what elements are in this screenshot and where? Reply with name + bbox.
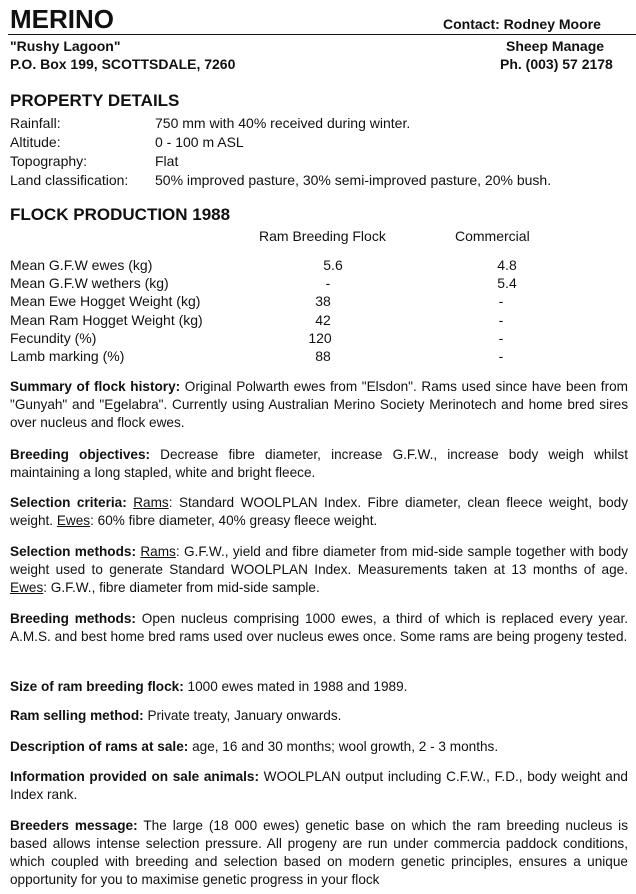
flock-commercial-value: - [498, 293, 504, 309]
rams-description-text: age, 16 and 30 months; wool growth, 2 - 3 months. [188, 739, 499, 754]
contact-role: Sheep Manage [506, 38, 605, 54]
breeding-objectives-label: Breeding objectives: [10, 447, 151, 462]
flock-ram-value: 38 [315, 293, 331, 309]
methods-rams-text: : G.F.W., yield and fibre diameter from mid-side sample together with body weight used to generate Standard WOOLPLAN Index. Measurements taken at 13 months of age. [10, 544, 628, 577]
contact-phone: Ph. (003) 57 2178 [500, 56, 613, 72]
property-name: "Rushy Lagoon" [10, 38, 121, 54]
sale-info-text: WOOLPLAN output including C.F.W., F.D., body weight and Index rank. [10, 769, 628, 802]
criteria-ewes-text: : 60% fibre diameter, 40% greasy fleece weight. [90, 513, 378, 528]
flock-commercial-value: 5.4 [497, 275, 517, 291]
selection-criteria-label: Selection criteria: [10, 495, 127, 510]
flock-size-label: Size of ram breeding flock: [10, 679, 184, 694]
sale-info-paragraph [10, 768, 628, 804]
header-rule [8, 34, 636, 35]
sale-info-label: Information provided on sale animals: [10, 769, 260, 784]
breeding-methods-label: Breeding methods: [10, 611, 136, 626]
selection-methods-label: Selection methods: [10, 544, 136, 559]
postal-address: P.O. Box 199, SCOTTSDALE, 7260 [10, 56, 236, 72]
breeding-methods-paragraph [10, 610, 628, 646]
flock-ram-value: 5.6 [323, 257, 343, 273]
contact-name: Contact: Rodney Moore [443, 16, 601, 32]
flock-size-text: 1000 ewes mated in 1988 and 1989. [183, 679, 408, 694]
breeders-message-paragraph [10, 817, 628, 889]
breeding-objectives-paragraph [10, 446, 628, 482]
breeders-message-label: Breeders message: [10, 818, 138, 833]
criteria-rams-text: : Standard WOOLPLAN Index. Fibre diameter, clean fleece weight, body weight. [10, 495, 628, 528]
methods-rams-label: Rams [140, 544, 176, 559]
flock-row-label: Lamb marking (%) [10, 348, 125, 364]
flock-commercial-value: - [498, 312, 504, 328]
altitude-label: Altitude: [10, 134, 61, 150]
col-head-ram-flock: Ram Breeding Flock [259, 228, 386, 244]
flock-production-title: FLOCK PRODUCTION 1988 [10, 205, 231, 224]
flock-ram-value: - [325, 275, 331, 291]
flock-row-label: Mean Ram Hogget Weight (kg) [10, 312, 203, 328]
altitude-value: 0 - 100 m ASL [155, 134, 244, 150]
flock-commercial-value: - [498, 330, 504, 346]
property-details-title: PROPERTY DETAILS [10, 91, 180, 110]
rainfall-label: Rainfall: [10, 115, 61, 131]
flock-size-paragraph [10, 678, 628, 696]
criteria-rams-label: Rams [133, 495, 169, 510]
breeders-message-text: The large (18 000 ewes) genetic base on which the ram breeding nucleus is based allows intense selection pressure. All progeny are run under commercia paddock conditions, which coupled with breeding and selection based on modern genetic principles, ensures a unique opportunity for you to maximise genetic progress in your flock [10, 818, 629, 887]
flock-ram-value: 42 [315, 312, 331, 328]
flock-row-label: Mean G.F.W ewes (kg) [10, 257, 153, 273]
flock-ram-value: 88 [315, 348, 331, 364]
topography-label: Topography: [10, 153, 88, 169]
selling-method-paragraph [10, 707, 628, 725]
flock-history-paragraph [10, 378, 628, 432]
rainfall-value: 750 mm with 40% received during winter. [155, 115, 411, 131]
land-class-label: Land classification: [10, 172, 129, 188]
breeding-methods-text: Open nucleus comprising 1000 ewes, a third of which is replaced every year. A.M.S. and best home bred rams used over nucleus ewes once. Some rams are being progeny tested. [10, 611, 628, 644]
flock-ram-value: 120 [308, 330, 332, 346]
selection-criteria-paragraph [10, 494, 628, 530]
selling-method-text: Private treaty, January onwards. [143, 708, 342, 723]
flock-row-label: Mean G.F.W wethers (kg) [10, 275, 169, 291]
breeding-objectives-text: Decrease fibre diameter, increase G.F.W., increase body weigh whilst maintaining a long stapled, white and bright fleece. [10, 447, 628, 480]
flock-commercial-value: 4.8 [497, 257, 517, 273]
selection-methods-paragraph [10, 543, 628, 597]
selling-method-label: Ram selling method: [10, 708, 144, 723]
rams-description-paragraph [10, 738, 628, 756]
rams-description-label: Description of rams at sale: [10, 739, 189, 754]
methods-ewes-text: : G.F.W., fibre diameter from mid-side sample. [43, 580, 320, 595]
flock-history-text: Original Polwarth ewes from "Elsdon". Rams used since have been from "Gunyah" and "Egelabra". Currently using Australian Merino Society Merinotech and home bred sires over nucleus and flock ewes. [10, 379, 628, 430]
topography-value: Flat [155, 153, 179, 169]
flock-commercial-value: - [498, 348, 504, 364]
criteria-ewes-label: Ewes [56, 513, 91, 528]
breed-name: MERINO [10, 4, 114, 34]
land-class-value: 50% improved pasture, 30% semi-improved pasture, 20% bush. [155, 172, 552, 188]
flock-row-label: Mean Ewe Hogget Weight (kg) [10, 293, 201, 309]
flock-row-label: Fecundity (%) [10, 330, 97, 346]
flock-history-label: Summary of flock history: [10, 379, 181, 394]
col-head-commercial: Commercial [455, 228, 530, 244]
methods-ewes-label: Ewes [10, 580, 44, 595]
